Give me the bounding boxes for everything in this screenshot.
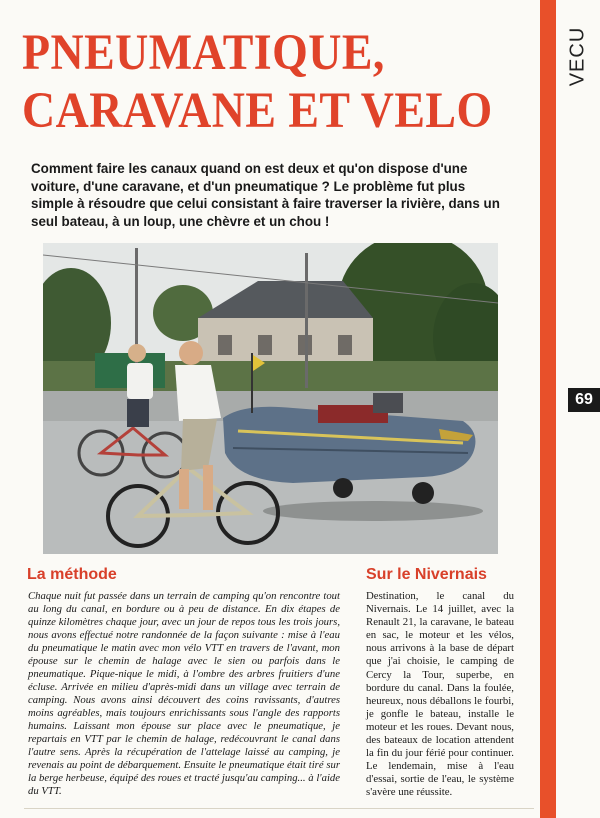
photo-cyclists-towing-inflatable-boat-icon (43, 243, 498, 554)
side-accent-bar (540, 0, 556, 818)
nivernais-text: Destination, le canal du Nivernais. Le 14 juillet, avec la Renault 21, la caravane, le bateau en sac, le moteur et les vélos, nous arrivons à la base de départ que j'ai choisie, le camping de Cercy la Tour, superbe, en bordure du canal. Dans la foulée, heureux, nous déballons le fourbi, je gonfle le bateau, installe le moteur et les roues. Devant nous, des bateaux de location attendent la fin du jour férié pour continuer. Le lendemain, mise à l'eau d'essai, sortie de l'eau, le système s'avère une réussite. (366, 590, 514, 799)
article-title (22, 24, 493, 140)
heading-la-methode: La méthode (27, 566, 117, 583)
title-line-2: CARAVANE ET VELO (22, 83, 493, 139)
heading-sur-le-nivernais: Sur le Nivernais (366, 566, 487, 583)
article-photo (43, 243, 498, 554)
section-label-text: VECU (566, 26, 589, 86)
bottom-divider (24, 808, 534, 809)
intro-paragraph: Comment faire les canaux quand on est deux et qu'on dispose d'une voiture, d'une caravane, et d'un pneumatique ? Le problème fut plus simple à résoudre que celui consistant à faire traverser la rivière, dans un seul bateau, à un loup, une chèvre et un chou ! (31, 161, 500, 229)
page-number: 69 (568, 388, 600, 412)
section-label (556, 6, 600, 106)
title-line-1: PNEUMATIQUE, (22, 25, 385, 81)
methode-text: Chaque nuit fut passée dans un terrain de camping qu'on rencontre tout au long du canal, en bordure ou à peu de distance. En dix étapes de quinze kilomètres chaque jour, avec un jour de repos tous les trois jours, nous avons effectué notre randonnée de la façon suivante : mise à l'eau du pneumatique le matin avec mon vélo VTT en travers de l'avant, mon épouse sur le chemin de halage avec le sien ou parfois dans le pneumatique. Pique-nique le midi, à l'ombre des arbres fruitiers d'une écluse. Arrivée en milieu d'après-midi dans un village avec terrain de camping. Nous avons ainsi découvert des coins ravissants, d'autres moins agréables, mais toujours enrichissants sous l'angle des rapports humains. Laissant mon épouse sur place avec le pneumatique, je repartais en VTT par le chemin de halage, redécouvrant le canal dans l'autre sens. Après la récupération de l'attelage laissé au camping, je revenais au point de débarquement. Ensuite le pneumatique était tiré sur la berge herbeuse, équipé des roues et tracté jusqu'au camping... à l'aide du VTT. (28, 590, 340, 797)
